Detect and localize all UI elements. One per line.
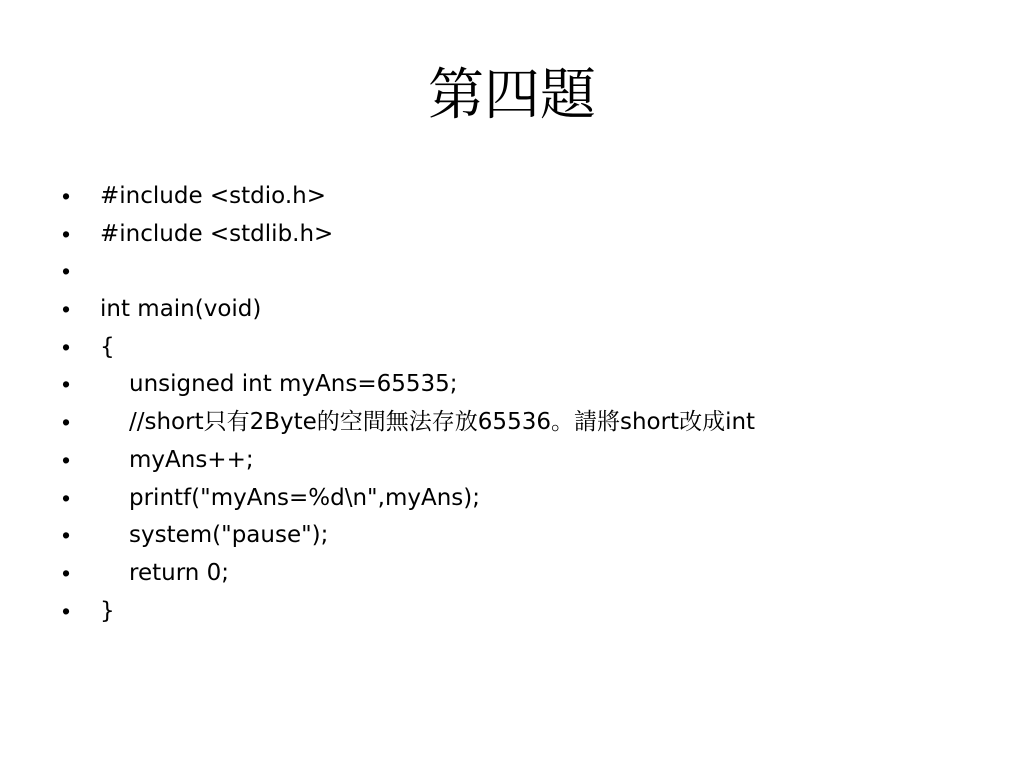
list-item [56,216,996,254]
bullet-dot-icon: • [61,333,71,360]
code-comment-line: //short只有2Byte的空間無法存放65536。請將short改成int [129,409,756,436]
list-item [56,329,996,367]
bullet-dot-icon: • [61,183,71,209]
code-line: } [100,597,115,624]
slide-title: 第四題 [428,63,596,128]
bullet-dot-icon: • [61,597,71,624]
list-item [56,178,996,216]
list-item [56,517,996,555]
code-line: myAns++; [129,446,254,473]
bullet-dot-icon: • [61,522,71,549]
code-line: printf("myAns=%d\n",myAns); [129,484,480,511]
code-line: #include <stdio.h> [100,183,327,209]
list-item [56,442,996,480]
bullet-dot-icon: • [61,559,71,586]
code-line: { [100,333,115,360]
code-line: unsigned int myAns=65535; [129,371,458,398]
list-item [56,253,996,291]
list-item [56,555,996,593]
code-line: int main(void) [100,296,262,323]
list-item [56,404,996,442]
bullet-dot-icon: • [61,484,71,511]
bullet-dot-icon: • [61,220,71,247]
bullet-dot-icon: • [61,371,71,398]
bullet-list [56,178,996,630]
code-line: #include <stdlib.h> [100,220,334,247]
code-line: system("pause"); [129,522,329,549]
code-line: return 0; [129,559,230,586]
bullet-dot-icon: • [61,409,71,436]
list-item [56,366,996,404]
list-item [56,291,996,329]
list-item [56,480,996,518]
bullet-dot-icon: • [61,446,71,473]
bullet-dot-icon: • [61,258,71,285]
list-item [56,593,996,631]
bullet-dot-icon: • [61,296,71,323]
